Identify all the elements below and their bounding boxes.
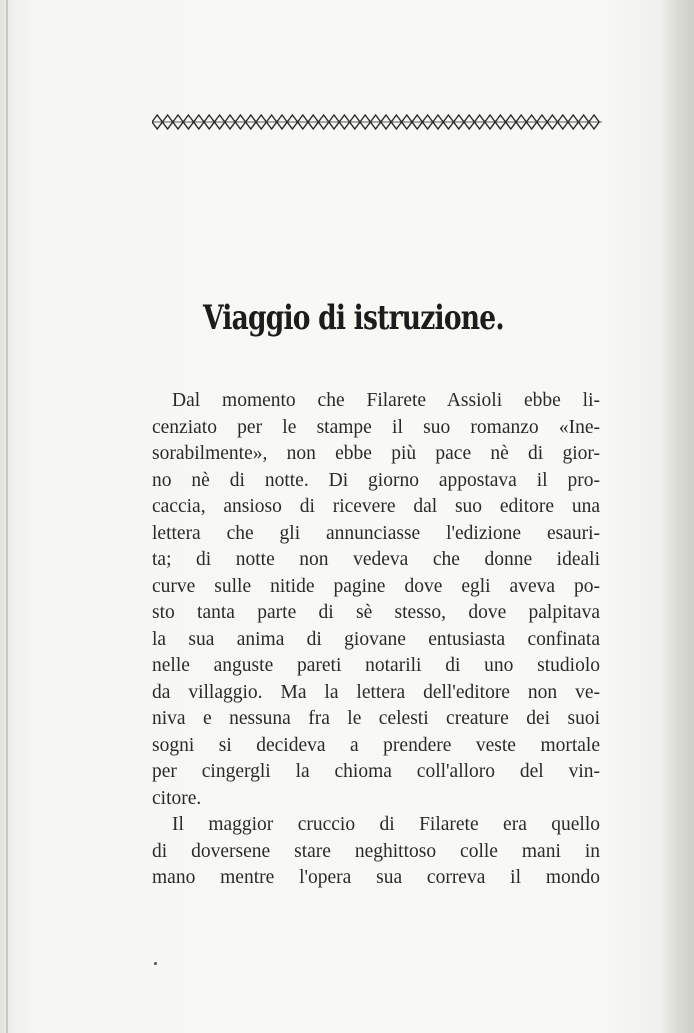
ink-speck [154, 962, 157, 965]
text-line: di doversene stare neghittoso colle mani in [152, 840, 600, 862]
text-line: Il maggior cruccio di Filarete era quello [172, 814, 600, 835]
text-line: nelle anguste pareti notarili di uno studiolo [152, 655, 600, 676]
text-line: curve sulle nitide pagine dove egli aveva po- [152, 575, 600, 597]
text-line: niva e nessuna fra le celesti creature dei suoi [152, 708, 600, 729]
text-line: mano mentre l'opera sua correva il mondo [152, 867, 600, 888]
text-line: no nè di notte. Di giorno appostava il pro- [152, 469, 600, 491]
chapter-title: Viaggio di istruzione. [202, 298, 504, 338]
text-line: citore. [152, 787, 202, 809]
text-line: caccia, ansioso di ricevere dal suo editore una [152, 496, 600, 517]
text-line: ta; di notte non vedeva che donne ideali [152, 549, 600, 570]
text-line: sogni si decideva a prendere veste mortale [152, 734, 600, 756]
text-line: lettera che gli annunciasse l'edizione esauri- [152, 522, 600, 544]
ornament-border [152, 112, 602, 132]
text-line: la sua anima di giovane entusiasta confinata [152, 628, 600, 650]
text-line: sto tanta parte di sè stesso, dove palpitava [152, 602, 600, 623]
text-line: cenziato per le stampe il suo romanzo «Ine- [152, 416, 600, 438]
text-line: per cingergli la chioma coll'alloro del vin- [152, 761, 600, 782]
page-edge [6, 0, 8, 1033]
text-line: da villaggio. Ma la lettera dell'editore non ve- [152, 681, 600, 703]
body-text [152, 388, 600, 892]
text-line: sorabilmente», non ebbe più pace nè di gior- [152, 443, 600, 464]
text-line: Dal momento che Filarete Assioli ebbe li- [172, 390, 600, 411]
